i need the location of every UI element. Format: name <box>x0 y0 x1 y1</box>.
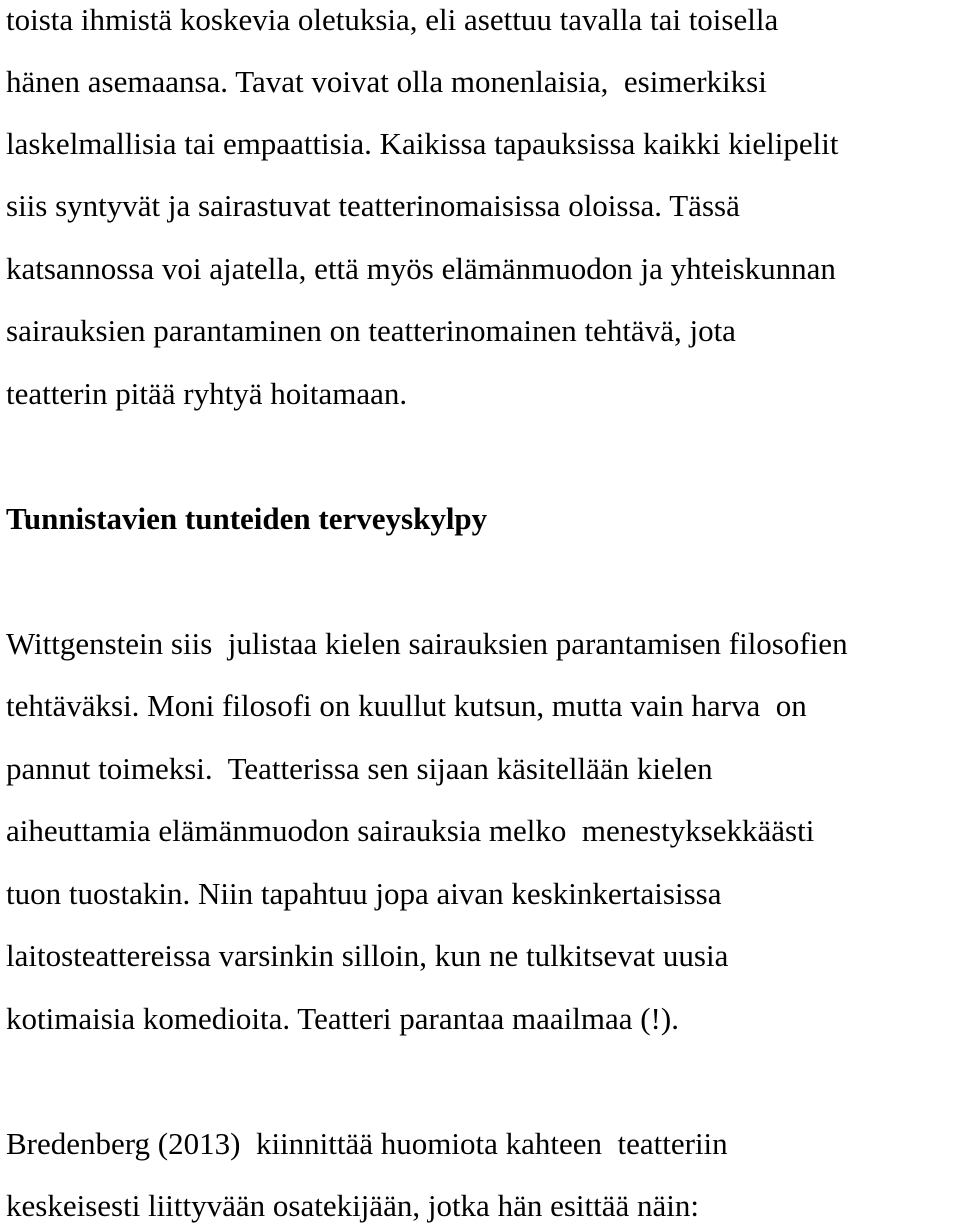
section-heading: Tunnistavien tunteiden terveyskylpy <box>6 501 488 536</box>
text-line: aiheuttamia elämänmuodon sairauksia melko menestyksekkäästi <box>6 813 815 848</box>
text-line: keskeisesti liittyvään osatekijään, jotka hän esittää näin: <box>6 1188 699 1223</box>
text-line: laskelmallisia tai empaattisia. Kaikissa tapauksissa kaikki kielipelit <box>6 126 839 161</box>
text-line: pannut toimeksi. Teatterissa sen sijaan käsitellään kielen <box>6 751 713 786</box>
text-line: hänen asemaansa. Tavat voivat olla monenlaisia, esimerkiksi <box>6 64 767 99</box>
text-line: kotimaisia komedioita. Teatteri parantaa maailmaa (!). <box>6 1001 679 1036</box>
text-line: sairauksien parantaminen on teatterinomainen tehtävä, jota <box>6 313 736 348</box>
text-line: Bredenberg (2013) kiinnittää huomiota kahteen teatteriin <box>6 1126 728 1161</box>
text-line: Wittgenstein siis julistaa kielen sairauksien parantamisen filosofien <box>6 626 848 661</box>
text-line: tehtäväksi. Moni filosofi on kuullut kutsun, mutta vain harva on <box>6 688 807 723</box>
text-line: teatterin pitää ryhtyä hoitamaan. <box>6 376 408 411</box>
text-line: toista ihmistä koskevia oletuksia, eli asettuu tavalla tai toisella <box>6 2 779 37</box>
text-line: tuon tuostakin. Niin tapahtuu jopa aivan keskinkertaisissa <box>6 876 722 911</box>
text-line: siis syntyvät ja sairastuvat teatterinomaisissa oloissa. Tässä <box>6 188 740 223</box>
text-line: laitosteattereissa varsinkin silloin, kun ne tulkitsevat uusia <box>6 938 729 973</box>
text-line: katsannossa voi ajatella, että myös elämänmuodon ja yhteiskunnan <box>6 251 836 286</box>
